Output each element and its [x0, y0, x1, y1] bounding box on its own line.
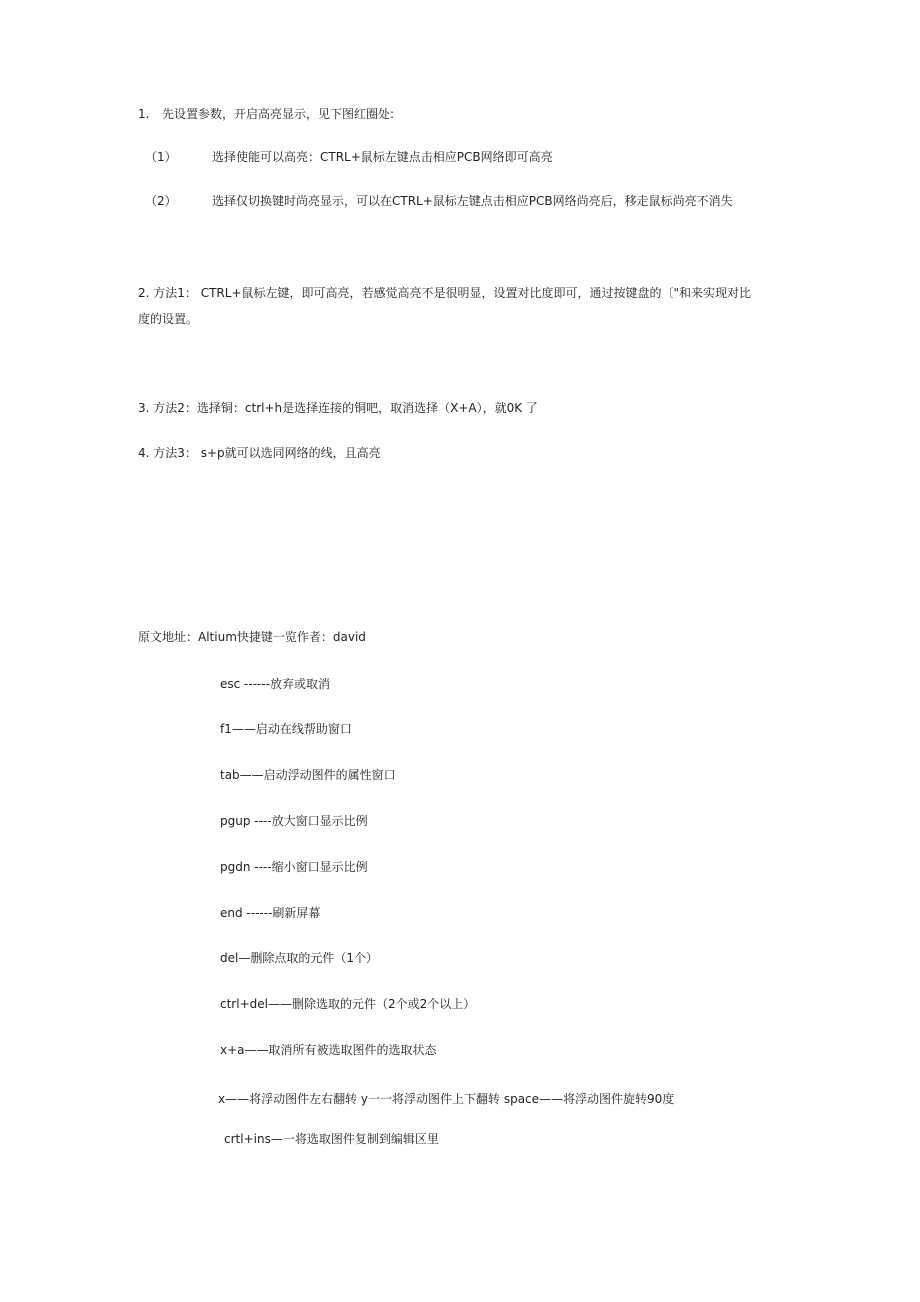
shortcut-item: x——将浮动图件左右翻转 y一一将浮动图件上下翻转 space——将浮动图件旋转90度 [218, 1092, 675, 1106]
step-1-number: 1. [138, 107, 150, 121]
shortcut-item: pgup ----放大窗口显示比例 [220, 814, 368, 828]
step-1a-text: 选择使能可以高亮：CTRL+鼠标左键点击相应PCB网络即可高亮 [212, 150, 553, 164]
step-2-line-2: 度的设置。 [138, 312, 199, 326]
shortcut-item: ctrl+del——删除选取的元件（2个或2个以上） [220, 997, 476, 1011]
step-1b-text: 选择仅切换键时尚亮显示，可以在CTRL+鼠标左键点击相应PCB网络尚亮后，移走鼠标尚亮不消失 [212, 194, 733, 208]
shortcut-item: x+a——取消所有被选取图件的选取状态 [220, 1043, 437, 1057]
shortcut-item: crtl+ins—一将选取图件复制到编辑区里 [224, 1132, 439, 1146]
shortcut-item: del—删除点取的元件（1个） [220, 951, 378, 965]
shortcut-item: pgdn ----缩小窗口显示比例 [220, 860, 368, 874]
step-1b-number: （2） [145, 194, 177, 208]
shortcut-item: end ------刷新屏幕 [220, 906, 321, 920]
step-4-text: 4. 方法3： s+p就可以选同网络的线，且高亮 [138, 446, 381, 460]
step-3-text: 3. 方法2：选择铜：ctrl+h是选择连接的铜吧，取消选择（X+A），就0K 了 [138, 401, 538, 415]
step-2-line-1: 2. 方法1： CTRL+鼠标左键，即可高亮，若感觉高亮不是很明显，设置对比度即可，通过按键盘的〔"和来实现对比 [138, 286, 752, 300]
shortcut-item: esc ------放弃或取消 [220, 677, 331, 691]
step-1a-number: （1） [145, 150, 177, 164]
source-line: 原文地址：Altium快捷键一览作者：david [138, 630, 366, 644]
shortcut-item: f1——启动在线帮助窗口 [220, 722, 352, 736]
step-1-text: 先设置参数，开启高亮显示，见下图红圈处: [162, 107, 395, 121]
shortcut-item: tab——启动浮动图件的属性窗口 [220, 768, 396, 782]
